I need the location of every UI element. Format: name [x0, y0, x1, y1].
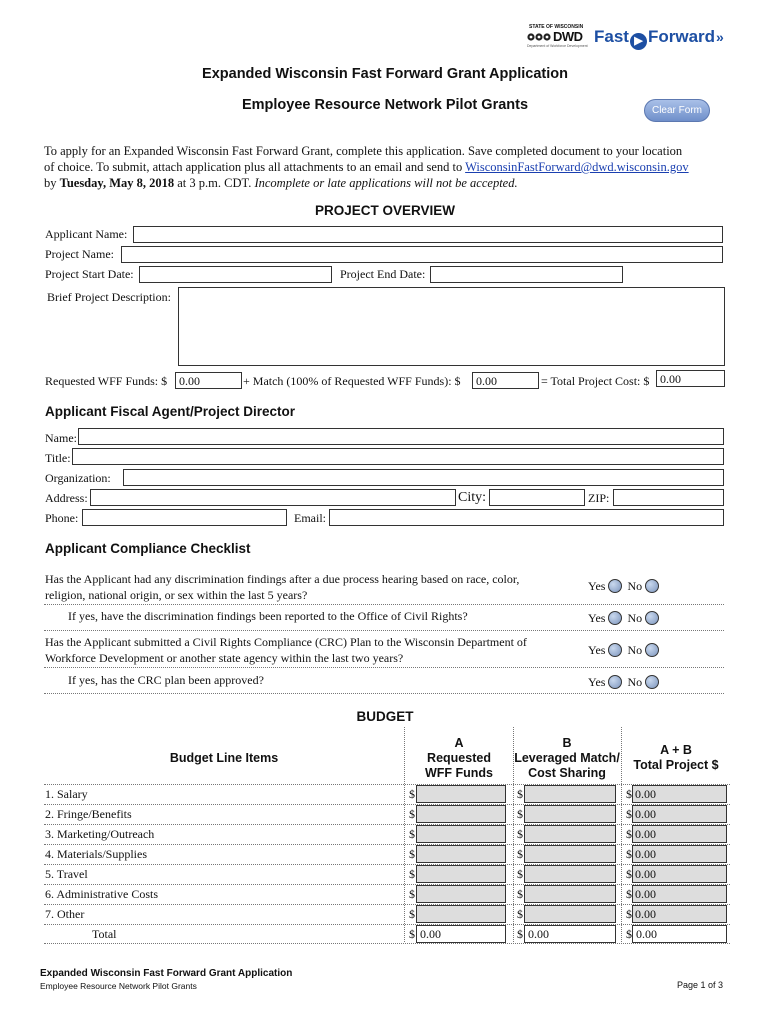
address-field[interactable] [90, 489, 456, 506]
zip-label: ZIP: [588, 491, 610, 505]
budget-row-b-field[interactable] [524, 785, 616, 803]
late-warning: Incomplete or late applications will not be accepted. [254, 176, 518, 190]
question-2: If yes, have the discrimination findings been reported to the Office of Civil Rights? [68, 609, 468, 623]
deadline-time: at 3 p.m. CDT. [174, 176, 255, 190]
question-2-yes-radio[interactable] [608, 611, 622, 625]
submission-email-link[interactable]: WisconsinFastForward@dwd.wisconsin.gov [465, 160, 689, 174]
question-3-yes-radio[interactable] [608, 643, 622, 657]
question-3-no-label: No [627, 643, 643, 657]
question-3 [45, 634, 527, 666]
question-3-options [588, 643, 659, 658]
question-2-no-label: No [627, 611, 643, 625]
col-a-line-1: Requested [427, 751, 491, 765]
divider [44, 784, 730, 785]
requested-funds-field[interactable]: 0.00 [175, 372, 242, 389]
budget-row-b-field[interactable] [524, 845, 616, 863]
col-b-line-2: Cost Sharing [528, 766, 606, 780]
total-project-cost-field[interactable]: 0.00 [656, 370, 725, 387]
budget-row-label: 7. Other [45, 907, 85, 921]
total-project-cost-label: = Total Project Cost: $ [541, 374, 650, 388]
question-4-yes-radio[interactable] [608, 675, 622, 689]
budget-row-a-field[interactable] [416, 805, 506, 823]
budget-row-b-currency: $ [517, 827, 523, 841]
divider [44, 667, 724, 668]
budget-row-a-field[interactable] [416, 865, 506, 883]
col-c-line-2: Total Project $ [633, 758, 719, 772]
page-title: Expanded Wisconsin Fast Forward Grant Application [202, 66, 568, 82]
compliance-heading: Applicant Compliance Checklist [45, 541, 251, 556]
phone-field[interactable] [82, 509, 287, 526]
budget-row-a-field[interactable] [416, 885, 506, 903]
fiscal-agent-heading: Applicant Fiscal Agent/Project Director [45, 404, 296, 419]
budget-heading: BUDGET [356, 709, 414, 724]
intro-line-3-text: by [44, 176, 60, 190]
col-b-line-1: Leveraged Match/ [514, 751, 620, 765]
double-chevron-icon: » [716, 29, 724, 45]
question-3-line-1: Has the Applicant submitted a Civil Rights Compliance (CRC) Plan to the Wisconsin Department of [45, 635, 527, 649]
total-b-currency: $ [517, 927, 523, 941]
project-description-label: Brief Project Description: [47, 290, 171, 304]
phone-label: Phone: [45, 511, 79, 525]
budget-row-b-field[interactable] [524, 865, 616, 883]
fast-forward-logo-right: Forward [647, 27, 716, 46]
budget-row-label: 4. Materials/Supplies [45, 847, 147, 861]
requested-funds-label: Requested WFF Funds: $ [45, 374, 168, 388]
city-field[interactable] [489, 489, 585, 506]
budget-row-label: 5. Travel [45, 867, 88, 881]
question-4-options [588, 675, 659, 690]
budget-row-c-currency: $ [626, 867, 632, 881]
question-1-options [588, 579, 659, 594]
intro-line-1: To apply for an Expanded Wisconsin Fast Forward Grant, complete this application. Save completed document to your location [44, 144, 683, 158]
page-subtitle: Employee Resource Network Pilot Grants [241, 97, 529, 113]
match-funds-field[interactable]: 0.00 [472, 372, 539, 389]
intro-line-2-text: of choice. To submit, attach application plus all attachments to an email and send to [44, 160, 466, 174]
divider [44, 943, 730, 944]
budget-row-b-field[interactable] [524, 885, 616, 903]
budget-row-c-field[interactable]: 0.00 [632, 825, 727, 843]
intro-line-3 [44, 175, 734, 191]
budget-row-c-field[interactable]: 0.00 [632, 845, 727, 863]
question-1-line-2: religion, national origin, or sex within the last 5 years? [45, 588, 308, 602]
budget-row-c-currency: $ [626, 907, 632, 921]
budget-total-label: Total [92, 927, 117, 941]
project-description-field[interactable] [178, 287, 725, 366]
agent-title-field[interactable] [72, 448, 724, 465]
question-4-no-label: No [627, 675, 643, 689]
question-4-no-radio[interactable] [645, 675, 659, 689]
intro-line-2 [44, 159, 734, 175]
applicant-name-field[interactable] [133, 226, 723, 243]
budget-row-a-currency: $ [409, 807, 415, 821]
address-label: Address: [45, 491, 88, 505]
total-a-currency: $ [409, 927, 415, 941]
budget-row-a-currency: $ [409, 887, 415, 901]
budget-row-b-field[interactable] [524, 905, 616, 923]
budget-row-label: 3. Marketing/Outreach [45, 827, 155, 841]
budget-col-b-header [511, 736, 623, 781]
divider [44, 630, 724, 631]
budget-row-c-field[interactable]: 0.00 [632, 805, 727, 823]
question-3-no-radio[interactable] [645, 643, 659, 657]
budget-row-c-field[interactable]: 0.00 [632, 785, 727, 803]
dwd-logo [527, 24, 588, 50]
email-label: Email: [294, 511, 326, 525]
budget-total-c-field[interactable]: 0.00 [632, 925, 727, 943]
question-4: If yes, has the CRC plan been approved? [68, 673, 264, 687]
project-end-date-field[interactable] [430, 266, 623, 283]
budget-col-a-header [405, 736, 513, 781]
dwd-logo-main: DWD [553, 29, 583, 44]
organization-field[interactable] [123, 469, 724, 486]
budget-row-b-currency: $ [517, 887, 523, 901]
question-1-no-radio[interactable] [645, 579, 659, 593]
budget-row-b-currency: $ [517, 787, 523, 801]
deadline-date: Tuesday, May 8, 2018 [59, 176, 175, 190]
budget-row-b-currency: $ [517, 867, 523, 881]
clear-form-button[interactable]: Clear Form [644, 99, 710, 122]
question-1-yes-label: Yes [588, 579, 606, 593]
budget-col-c-header [622, 743, 730, 773]
divider [44, 804, 730, 805]
budget-row-c-currency: $ [626, 787, 632, 801]
divider [44, 693, 724, 694]
budget-row-label: 6. Administrative Costs [45, 887, 159, 901]
zip-field[interactable] [613, 489, 724, 506]
divider [44, 904, 730, 905]
dwd-logo-sub: Department of Workforce Development [527, 44, 588, 48]
budget-row-a-field[interactable] [416, 845, 506, 863]
organization-label: Organization: [45, 471, 111, 485]
question-1-line-1: Has the Applicant had any discrimination findings after a due process hearing based on race, color, [45, 572, 520, 586]
col-a-line-2: WFF Funds [424, 766, 494, 780]
question-2-options [588, 611, 659, 626]
budget-row-a-currency: $ [409, 867, 415, 881]
budget-row-label: 2. Fringe/Benefits [45, 807, 132, 821]
project-start-date-field[interactable] [139, 266, 332, 283]
col-a-letter: A [454, 736, 464, 750]
budget-row-b-currency: $ [517, 807, 523, 821]
budget-line-items-header: Budget Line Items [169, 751, 279, 765]
dwd-people-icon [527, 31, 553, 43]
question-1-no-label: No [627, 579, 643, 593]
question-1-yes-radio[interactable] [608, 579, 622, 593]
match-funds-label: + Match (100% of Requested WFF Funds): $ [243, 374, 461, 388]
project-start-date-label: Project Start Date: [45, 267, 134, 281]
budget-row-c-field[interactable]: 0.00 [632, 905, 727, 923]
budget-row-a-currency: $ [409, 847, 415, 861]
budget-row-a-field[interactable] [416, 825, 506, 843]
budget-row-a-field[interactable] [416, 905, 506, 923]
budget-row-c-field[interactable]: 0.00 [632, 885, 727, 903]
fast-forward-logo-left: Fast [594, 27, 629, 46]
agent-title-label: Title: [45, 451, 71, 465]
project-name-label: Project Name: [45, 247, 114, 261]
budget-row-a-currency: $ [409, 907, 415, 921]
budget-row-c-field[interactable]: 0.00 [632, 865, 727, 883]
divider [44, 824, 730, 825]
budget-row-c-currency: $ [626, 847, 632, 861]
question-2-no-radio[interactable] [645, 611, 659, 625]
dwd-logo-top: STATE OF WISCONSIN [529, 24, 584, 30]
budget-row-a-currency: $ [409, 827, 415, 841]
col-c-line-1: A + B [660, 743, 692, 757]
city-label: City: [458, 490, 487, 505]
budget-row-c-currency: $ [626, 887, 632, 901]
budget-row-a-field[interactable] [416, 785, 506, 803]
divider [44, 864, 730, 865]
budget-row-c-currency: $ [626, 807, 632, 821]
divider [44, 924, 730, 925]
question-3-yes-label: Yes [588, 643, 606, 657]
agent-name-field[interactable] [78, 428, 724, 445]
budget-row-b-field[interactable] [524, 805, 616, 823]
intro-text [44, 143, 734, 191]
project-end-date-label: Project End Date: [340, 267, 426, 281]
divider [44, 844, 730, 845]
project-name-field[interactable] [121, 246, 723, 263]
applicant-name-label: Applicant Name: [45, 227, 128, 241]
total-c-currency: $ [626, 927, 632, 941]
email-field[interactable] [329, 509, 724, 526]
question-4-yes-label: Yes [588, 675, 606, 689]
divider [44, 604, 724, 605]
page-number: Page 1 of 3 [676, 980, 723, 990]
col-b-letter: B [562, 736, 572, 750]
agent-name-label: Name: [45, 431, 77, 445]
budget-total-b-field[interactable]: 0.00 [524, 925, 616, 943]
footer-subtitle: Employee Resource Network Pilot Grants [40, 981, 197, 991]
question-3-line-2: Workforce Development or another state agency within the last two years? [45, 651, 404, 665]
footer-title: Expanded Wisconsin Fast Forward Grant Application [40, 968, 293, 979]
fast-forward-logo [594, 27, 724, 50]
question-1 [45, 571, 519, 603]
forward-arrow-icon: ▶ [630, 33, 647, 50]
divider [44, 884, 730, 885]
budget-row-c-currency: $ [626, 827, 632, 841]
budget-row-label: 1. Salary [45, 787, 88, 801]
question-2-yes-label: Yes [588, 611, 606, 625]
budget-total-a-field[interactable]: 0.00 [416, 925, 506, 943]
budget-row-b-currency: $ [517, 907, 523, 921]
budget-row-b-field[interactable] [524, 825, 616, 843]
budget-row-b-currency: $ [517, 847, 523, 861]
project-overview-heading: PROJECT OVERVIEW [314, 203, 456, 218]
budget-row-a-currency: $ [409, 787, 415, 801]
